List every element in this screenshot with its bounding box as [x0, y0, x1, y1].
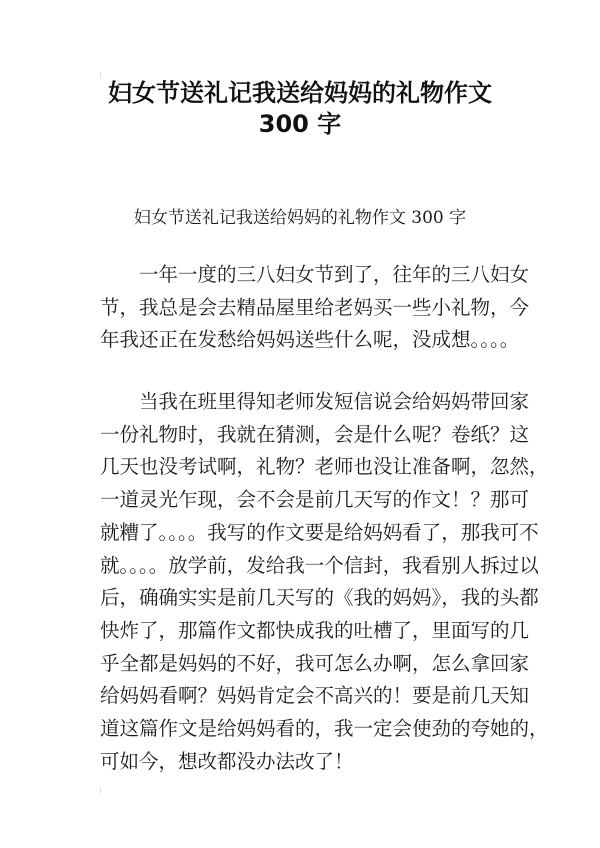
text-line: 可如今，想改都没办法改了！ [100, 749, 354, 773]
text-line: 给妈妈看啊？妈妈肯定会不高兴的！要是前几天知 [100, 684, 530, 708]
title-line: 300 字 [258, 110, 342, 138]
text-line: 快炸了，那篇作文都快成我的吐槽了，里面写的几 [100, 618, 530, 642]
text-line: 当我在班里得知老师发短信说会给妈妈带回家 [100, 390, 530, 413]
text-line: 年我还正在发愁给妈妈送些什么呢，没成想。。。。 [100, 328, 520, 352]
document-subtitle: 妇女节送礼记我送给妈妈的礼物作文 300 字 [133, 208, 467, 228]
text-line: 道这篇作文是给妈妈看的，我一定会使劲的夸她的， [100, 717, 549, 741]
text-line: 一年一度的三八妇女节到了，往年的三八妇女 [100, 263, 530, 286]
text-line: 就糟了。。。。我写的作文要是给妈妈看了，那我可不 [100, 520, 539, 544]
text-line: 一份礼物时，我就在猜测，会是什么呢？卷纸？这 [100, 422, 530, 446]
text-line: 后，确确实实是前几天写的《我的妈妈》，我的头都 [100, 586, 539, 610]
text-line: 节，我总是会去精品屋里给老妈买一些小礼物，今 [100, 295, 530, 319]
paragraph-2 [100, 386, 549, 778]
page-corner-mark [100, 788, 101, 794]
document-title [0, 78, 600, 140]
text-line: 就。。。。放学前，发给我一个信封，我看别人拆过以 [100, 553, 539, 577]
text-line: 一道灵光乍现，会不会是前几天写的作文！？那可 [100, 488, 530, 512]
title-line: 妇女节送礼记我送给妈妈的礼物作文 [108, 79, 492, 107]
text-line: 几天也没考试啊，礼物？老师也没让准备啊，忽然， [100, 455, 549, 479]
paragraph-1 [100, 259, 530, 357]
text-line: 乎全都是妈妈的不好，我可怎么办啊，怎么拿回家 [100, 651, 530, 675]
